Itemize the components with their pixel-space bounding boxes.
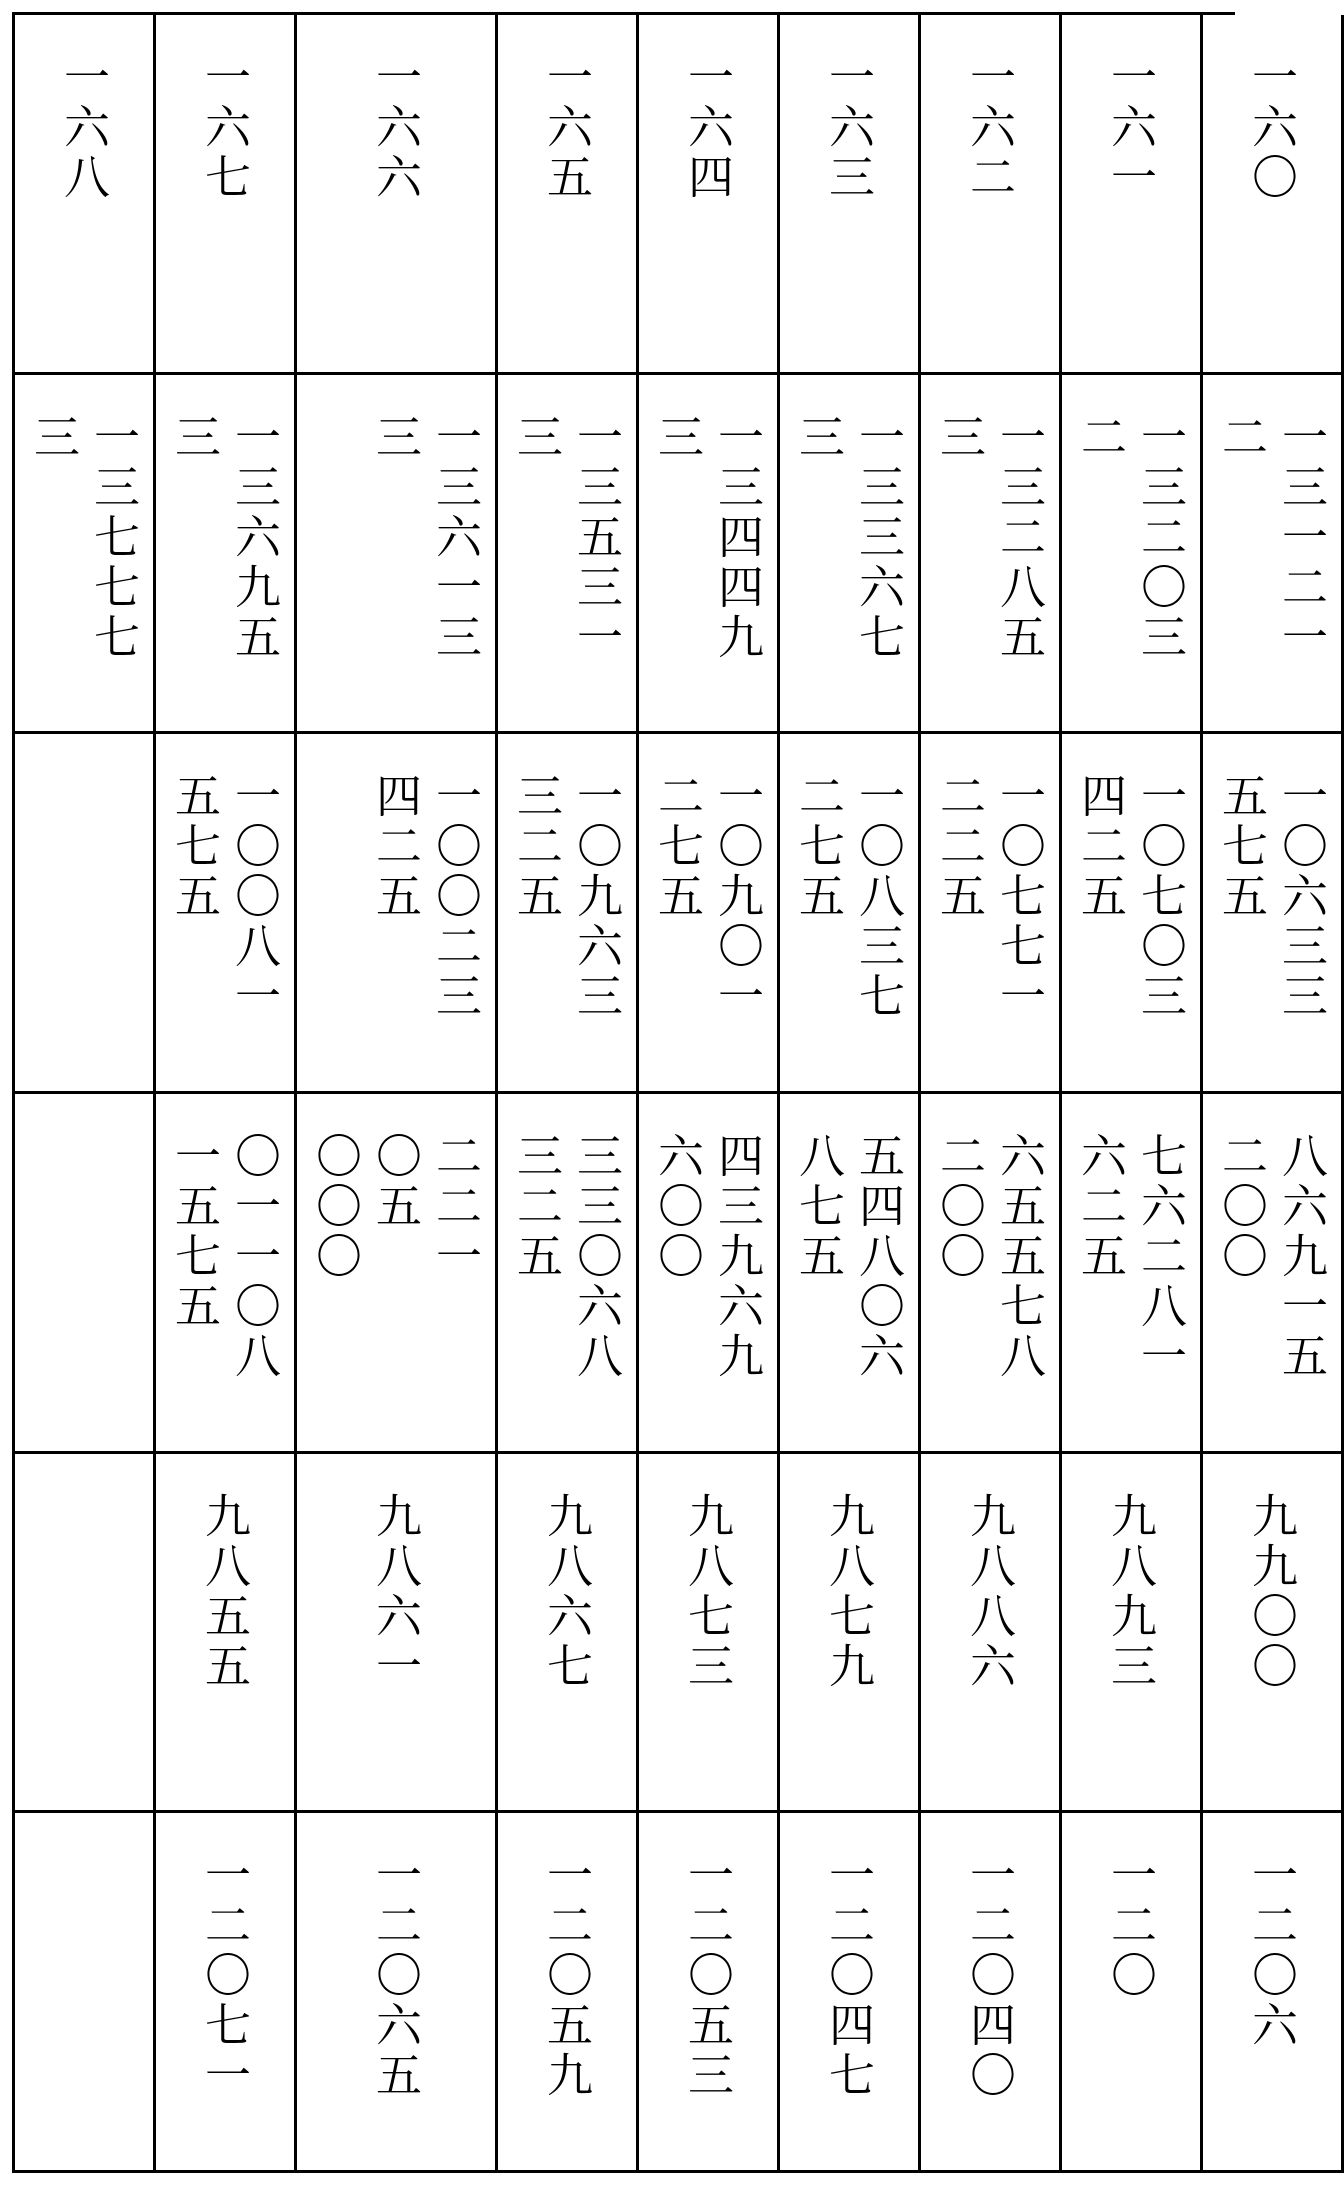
cell-text: 一二〇六 xyxy=(1245,1851,1299,2052)
table-cell-r0-c7 xyxy=(1062,15,1203,375)
cell-text: 四二五 xyxy=(369,772,423,923)
cell-text: 九八七三 xyxy=(681,1491,735,1692)
table-cell-r4-c7 xyxy=(1062,1454,1203,1814)
cell-text: 一〇七七一 xyxy=(993,772,1047,1023)
table-cell-r1-c1 xyxy=(156,375,297,735)
cell-text: 一二〇六五 xyxy=(369,1851,423,2102)
cell-text: 三 xyxy=(168,412,222,463)
table-cell-r4-c2 xyxy=(297,1454,498,1814)
table-cell-r2-c1 xyxy=(156,734,297,1094)
cell-text: 一六一 xyxy=(1104,53,1158,203)
table-cell-r1-c8 xyxy=(1203,375,1344,735)
table-cell-r5-c5 xyxy=(780,1813,921,2173)
cell-text: 五四八〇六 xyxy=(852,1131,906,1382)
table-cell-r2-c2 xyxy=(297,734,498,1094)
cell-text: 一六五 xyxy=(540,53,594,203)
cell-text: 五七五 xyxy=(1215,772,1269,923)
cell-text: 一三七七七 xyxy=(87,412,141,663)
cell-text: 三二五 xyxy=(510,772,564,923)
cell-text: 九九〇〇 xyxy=(1245,1491,1299,1692)
cell-text: 一六〇 xyxy=(1245,53,1299,203)
cell-text: 一二〇四〇 xyxy=(963,1851,1017,2102)
table-cell-r2-c6 xyxy=(921,734,1062,1094)
cell-text: 一二〇 xyxy=(1104,1851,1158,2002)
table-cell-r4-c5 xyxy=(780,1454,921,1814)
cell-text: 一六六 xyxy=(369,53,423,203)
cell-text: 四三九六九 xyxy=(711,1131,765,1382)
table-cell-r5-c4 xyxy=(639,1813,780,2173)
cell-text: 三三〇六八 xyxy=(570,1131,624,1382)
cell-text: 六五五七八 xyxy=(993,1131,1047,1382)
cell-text: 三二五 xyxy=(510,1131,564,1282)
cell-text: 七六二八一 xyxy=(1134,1131,1188,1382)
table-cell-r5-c0 xyxy=(15,1813,156,2173)
table-cell-r3-c2 xyxy=(297,1094,498,1454)
cell-text: 一六二 xyxy=(963,53,1017,203)
cell-text: 一三五三一 xyxy=(570,412,624,663)
table-cell-r0-c5 xyxy=(780,15,921,375)
cell-text: 九八七九 xyxy=(822,1491,876,1692)
cell-text: 一三二八五 xyxy=(993,412,1047,663)
cell-text: 一〇八三七 xyxy=(852,772,906,1023)
table-cell-r0-c8 xyxy=(1203,15,1344,375)
cell-text: 五七五 xyxy=(168,772,222,923)
table-cell-r4-c8 xyxy=(1203,1454,1344,1814)
cell-text: 一二〇四七 xyxy=(822,1851,876,2102)
cell-text: 二〇〇 xyxy=(933,1131,987,1282)
table-cell-r5-c1 xyxy=(156,1813,297,2173)
cell-text: 二 xyxy=(1215,412,1269,463)
cell-text: 一六四 xyxy=(681,53,735,203)
cell-text: 九八六七 xyxy=(540,1491,594,1692)
cell-text: 三 xyxy=(27,412,81,463)
cell-text: 四二五 xyxy=(1074,772,1128,923)
cell-text: 一〇〇二三 xyxy=(429,772,483,1023)
cell-text: 三 xyxy=(369,412,423,463)
table-cell-r4-c3 xyxy=(498,1454,639,1814)
table-cell-r5-c7 xyxy=(1062,1813,1203,2173)
cell-text: 一〇九六三 xyxy=(570,772,624,1023)
table-cell-r4-c6 xyxy=(921,1454,1062,1814)
cell-text: 二二一 xyxy=(429,1131,483,1282)
table-cell-r2-c5 xyxy=(780,734,921,1094)
table-cell-r1-c2 xyxy=(297,375,498,735)
cell-text: 一〇九〇一 xyxy=(711,772,765,1023)
table-cell-r2-c7 xyxy=(1062,734,1203,1094)
cell-text: 二〇〇 xyxy=(1215,1131,1269,1282)
cell-text: 一五七五 xyxy=(168,1131,222,1332)
cell-text: 三 xyxy=(792,412,846,463)
cell-text: 一〇〇八一 xyxy=(228,772,282,1023)
cell-text: 一〇七〇三 xyxy=(1134,772,1188,1023)
table-cell-r3-c0 xyxy=(15,1094,156,1454)
table-cell-r3-c5 xyxy=(780,1094,921,1454)
cell-text: 三 xyxy=(933,412,987,463)
cell-text: 〇〇〇 xyxy=(309,1131,363,1282)
cell-text: 〇一一〇八 xyxy=(228,1131,282,1382)
table-cell-r0-c6 xyxy=(921,15,1062,375)
table-cell-r3-c7 xyxy=(1062,1094,1203,1454)
table-cell-r0-c4 xyxy=(639,15,780,375)
cell-text: 九八八六 xyxy=(963,1491,1017,1692)
table-cell-r0-c3 xyxy=(498,15,639,375)
table-cell-r1-c0 xyxy=(15,375,156,735)
table-cell-r0-c1 xyxy=(156,15,297,375)
table-cell-r3-c4 xyxy=(639,1094,780,1454)
table-cell-r5-c8 xyxy=(1203,1813,1344,2173)
table-cell-r3-c1 xyxy=(156,1094,297,1454)
cell-text: 一二〇五三 xyxy=(681,1851,735,2102)
table-cell-r2-c0 xyxy=(15,734,156,1094)
table-cell-r3-c8 xyxy=(1203,1094,1344,1454)
cell-text: 二 xyxy=(1074,412,1128,463)
cell-text: 一六三 xyxy=(822,53,876,203)
table-cell-r4-c1 xyxy=(156,1454,297,1814)
cell-text: 八七五 xyxy=(792,1131,846,1282)
table-cell-r2-c3 xyxy=(498,734,639,1094)
cell-text: 九八五五 xyxy=(198,1491,252,1692)
cell-text: 一三三六七 xyxy=(852,412,906,663)
table-cell-r1-c7 xyxy=(1062,375,1203,735)
cell-text: 一〇六三三 xyxy=(1275,772,1329,1023)
cell-text: 一三四四九 xyxy=(711,412,765,663)
cell-text: 〇五 xyxy=(369,1131,423,1232)
cell-text: 一三六一三 xyxy=(429,412,483,663)
cell-text: 一三二〇三 xyxy=(1134,412,1188,663)
cell-text: 一三一二一 xyxy=(1275,412,1329,663)
cell-text: 六〇〇 xyxy=(651,1131,705,1282)
table-cell-r1-c3 xyxy=(498,375,639,735)
table-cell-r5-c6 xyxy=(921,1813,1062,2173)
table-cell-r4-c4 xyxy=(639,1454,780,1814)
cell-text: 三 xyxy=(651,412,705,463)
table-cell-r5-c2 xyxy=(297,1813,498,2173)
table-cell-r0-c0 xyxy=(15,15,156,375)
cell-text: 一三六九五 xyxy=(228,412,282,663)
cell-text: 六二五 xyxy=(1074,1131,1128,1282)
table-cell-r0-c2 xyxy=(297,15,498,375)
cell-text: 九八六一 xyxy=(369,1491,423,1692)
cell-text: 一二〇七一 xyxy=(198,1851,252,2102)
table-cell-r4-c0 xyxy=(15,1454,156,1814)
table-cell-r1-c4 xyxy=(639,375,780,735)
numeral-table xyxy=(12,12,1329,2173)
cell-text: 九八九三 xyxy=(1104,1491,1158,1692)
cell-text: 二七五 xyxy=(651,772,705,923)
table-cell-r2-c4 xyxy=(639,734,780,1094)
table-cell-r5-c3 xyxy=(498,1813,639,2173)
table-cell-r2-c8 xyxy=(1203,734,1344,1094)
cell-text: 一二〇五九 xyxy=(540,1851,594,2102)
cell-text: 三 xyxy=(510,412,564,463)
cell-text: 二七五 xyxy=(792,772,846,923)
table-cell-r3-c6 xyxy=(921,1094,1062,1454)
table-cell-r1-c6 xyxy=(921,375,1062,735)
table-cell-r3-c3 xyxy=(498,1094,639,1454)
cell-text: 二二五 xyxy=(933,772,987,923)
cell-text: 一六七 xyxy=(198,53,252,203)
cell-text: 一六八 xyxy=(57,53,111,203)
table-cell-r1-c5 xyxy=(780,375,921,735)
cell-text: 八六九一五 xyxy=(1275,1131,1329,1382)
